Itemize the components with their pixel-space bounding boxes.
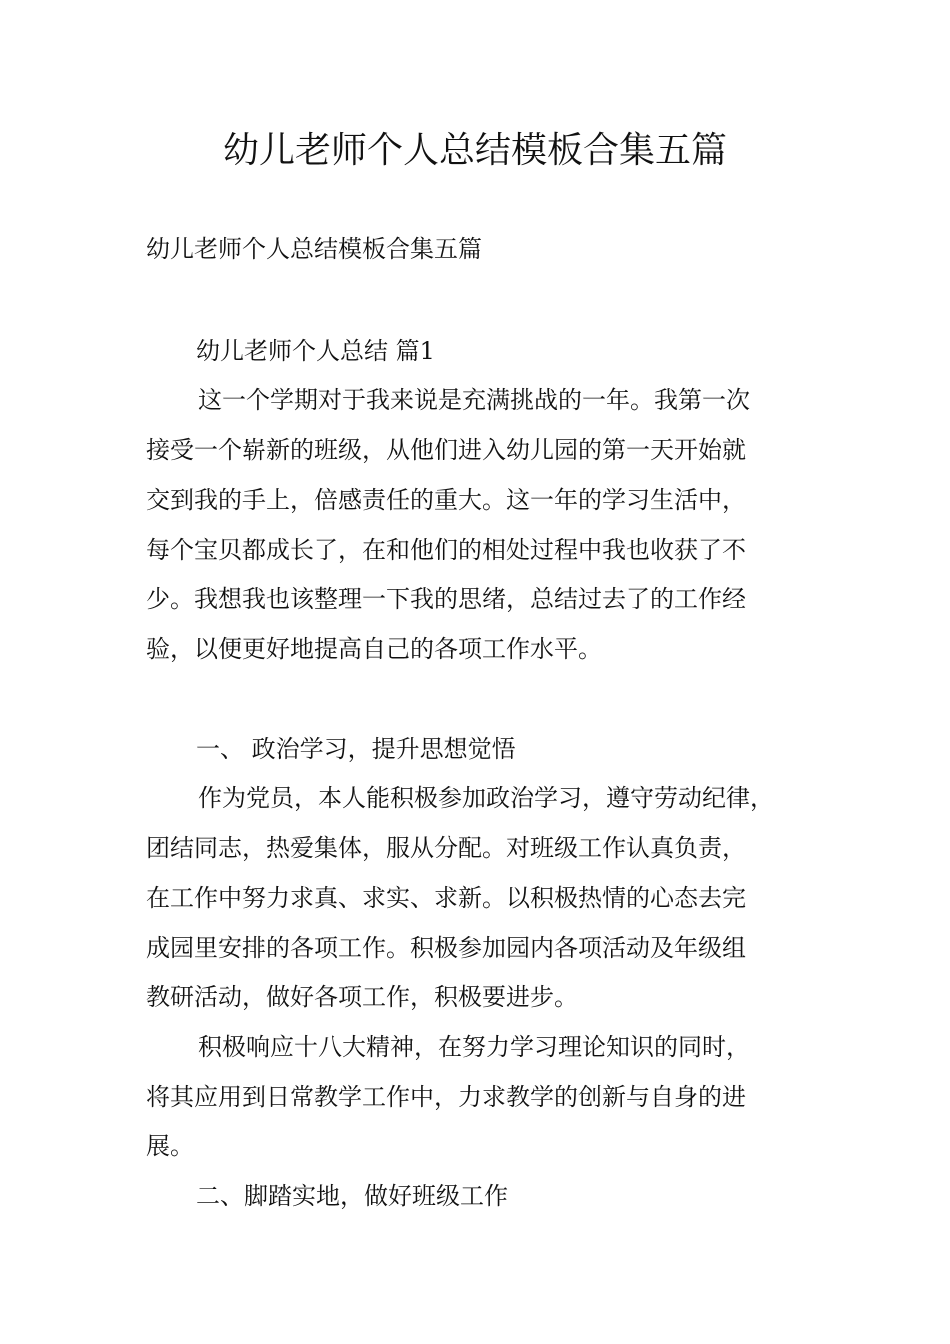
paragraph-line: 少。我想我也该整理一下我的思绪，总结过去了的工作经 bbox=[146, 585, 746, 613]
paragraph-line: 这一个学期对于我来说是充满挑战的一年。我第一次 bbox=[198, 386, 750, 414]
paragraph-line: 交到我的手上，倍感责任的重大。这一年的学习生活中， bbox=[146, 486, 746, 514]
paragraph-line: 教研活动，做好各项工作，积极要进步。 bbox=[146, 983, 578, 1011]
document-subtitle: 幼儿老师个人总结模板合集五篇 bbox=[146, 235, 482, 263]
paragraph-line: 接受一个崭新的班级，从他们进入幼儿园的第一天开始就 bbox=[146, 436, 746, 464]
paragraph-line: 将其应用到日常教学工作中，力求教学的创新与自身的进 bbox=[146, 1083, 746, 1111]
paragraph-line: 成园里安排的各项工作。积极参加园内各项活动及年级组 bbox=[146, 934, 746, 962]
heading-one: 一、 政治学习，提升思想觉悟 bbox=[196, 735, 516, 763]
paragraph-line: 在工作中努力求真、求实、求新。以积极热情的心态去完 bbox=[146, 884, 746, 912]
paragraph-line: 验，以便更好地提高自己的各项工作水平。 bbox=[146, 635, 602, 663]
paragraph-line: 每个宝贝都成长了，在和他们的相处过程中我也收获了不 bbox=[146, 536, 746, 564]
document-title: 幼儿老师个人总结模板合集五篇 bbox=[222, 130, 727, 171]
paragraph-line: 团结同志，热爱集体，服从分配。对班级工作认真负责， bbox=[146, 834, 746, 862]
heading-two: 二、脚踏实地，做好班级工作 bbox=[196, 1182, 508, 1210]
paragraph-line: 展。 bbox=[146, 1132, 194, 1160]
paragraph-line: 积极响应十八大精神，在努力学习理论知识的同时， bbox=[198, 1033, 750, 1061]
paragraph-line: 作为党员，本人能积极参加政治学习，遵守劳动纪律， bbox=[198, 784, 774, 812]
section-heading: 幼儿老师个人总结 篇1 bbox=[196, 337, 435, 365]
